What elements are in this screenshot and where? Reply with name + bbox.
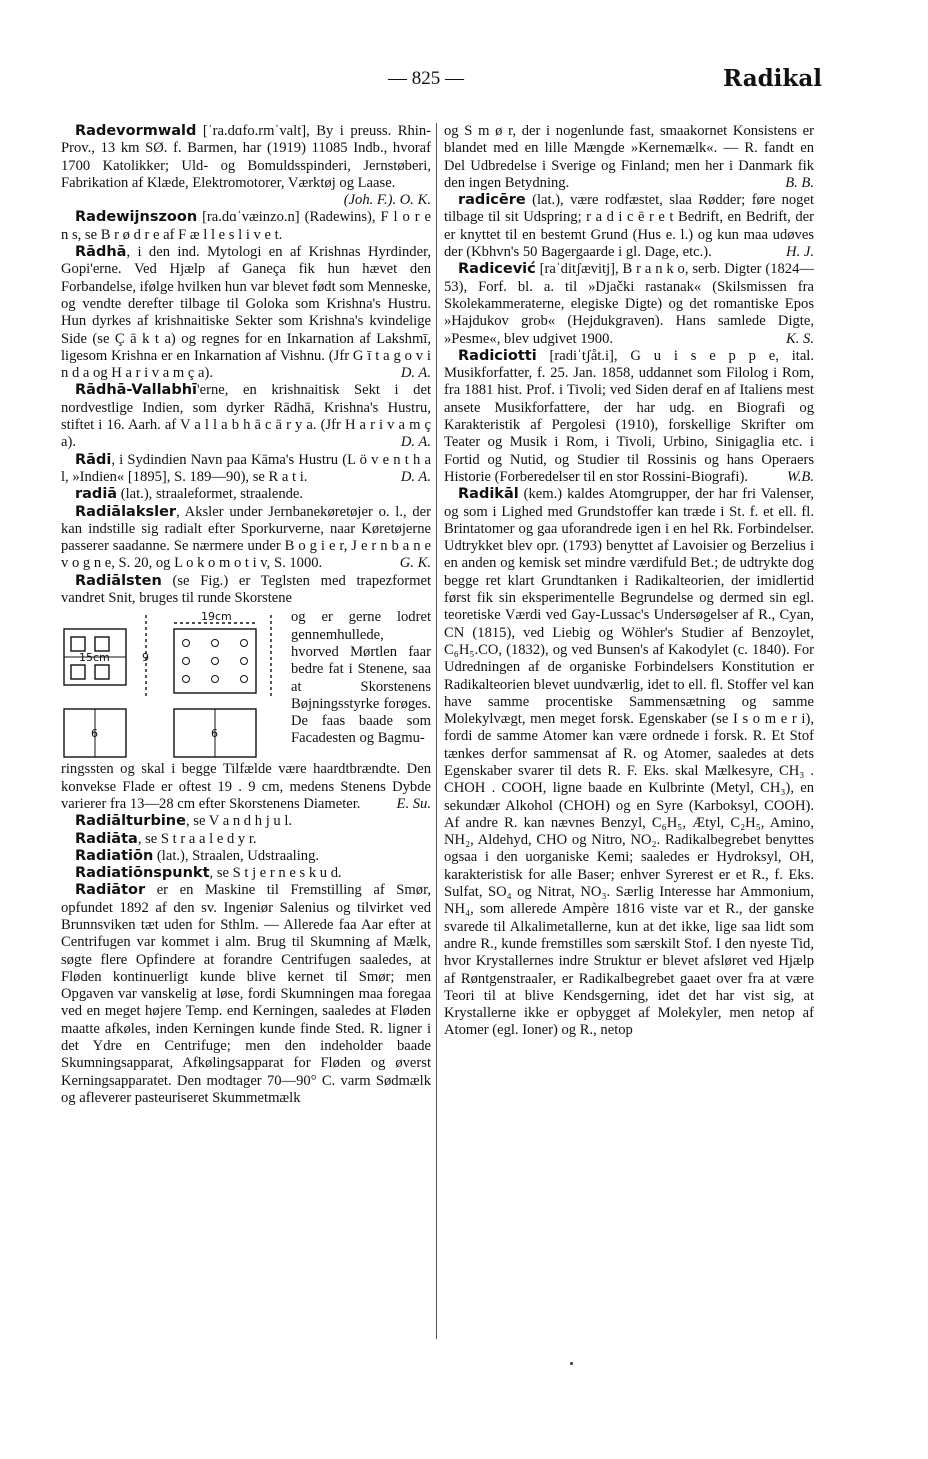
entry-text: [raˈditʃævitj], B r a n k o, serb. Digter (1824—53), Forf. bl. a. til »Djački rastanak« (Skilsmissen fra Skolekammeraterne, elegiske Digte) og det romantiske Epos »Hajdukov grob« (Hejdukgraven). Hans samlede Digte, »Pesme«, blev udgivet 1900. [444,261,814,347]
entry-text: [ra.dɑˈvæinzo.n] (Radewins), F l o r e n s, se B r ø d r e af F æ l l e s l i v e t. [61,209,431,243]
headword: Radiāta [75,830,138,847]
page-number: — 825 — [388,68,464,89]
headword: radiā [75,486,118,503]
entry-radialsten [61,573,431,608]
headword: Radiālaksler [75,503,177,520]
entry-radiciotti [444,348,814,486]
entry-text: , i Sydindien Navn paa Kāma's Hustru (L ö v e n t h a l, »Indien« [1895], S. 189—90), se R a t i. [61,451,431,485]
entry-radevormwald [61,123,431,192]
signature: D. A. [400,468,431,485]
entry-text: (kem.) kaldes Atomgrupper, der har fri Valenser, og som i Lighed med Grundstoffer kan træde i St. f. et ell. fl. Brintatomer og gaa uforandrede igen i en hel Rk. Forbindelser. Udtrykket blev opr. (1793) benyttet af Lavoisier og Berzelius i en anden og kemisk set mindre værdifuld Bet.; de udtrykte dog begge ret klart Grundtanken i Radikalteorien, der imidlertid først fik sin eksperimentelle Begrundelse og dermed sin egl. teoretiske Værdi ved Gay-Lussac's Undersøgelser af R., Cyan, CN (1815), ved Liebig og Wöhler's Studier af Benzoylet, C₆H₅.CO, (1832), og ved Bunsen's af Kakodylet (c. 1840). For Udredningen af de organiske Forbindelsers Konstitution er Radikalteorien blevet uundværlig, idet to ell. fl. Stoffer vel kan have samme procentiske Sammensætning og samme Molekylvægt, men meget forsk. Egenskaber (se I s o m e r i), fordi de samme Atomer kan være ordnede i forsk. R. Et Stof tænkes derfor sammensat af R. og Atomer, saaledes at dets Egenskaber svarer til dets R. F. Eks. skal Mælkesyre, CH₃ . CHOH . COOH, ligne baade en Kulbrinte (Metyl, CH₃), en sekundær Alkohol (CHOH) og en Syre (Karboksyl, COOH). Af andre R. kan nævnes Benzyl, C₆H₅, Ætyl, C₂H₅, Amino, NH₂, Aldehyd, CHO og Nitro, NO₂. Radikalbegrebet benyttes ogsaa i den uorganiske Kemi; saaledes er Hydroksyl, OH, karakteristisk for alle Baser; enhver Syrerest er et R., f. Eks. Sulfat, SO₄ og Nitrat, NO₃. Særlig Interesse har Ammonium, NH₄, som allerede Ampère 1816 viste var et R., der ganske svarede til Alkalimetallerne, kun at det ikke, lige saa lidt som andre R., kunde fremstilles som særskilt Stof. I den nyeste Tid, hvor Krystallernes indre Struktur er blevet afsløret ved Hjælp af Røntgenstraaler, er Radikalbegrebet gaaet over fra at være Teori til at blive Kendsgerning, idet det har vist sig, at Krystallerne ikke er opbygget af Molekyler, men netop af Atomer (egl. Ioner) og R., netop [444,486,814,1039]
headword: Rādhā-Vallabhī [75,382,198,399]
entry-text: og S m ø r, der i nogenlunde fast, smaakornet Konsistens er blandet med en lille Mængde »Kernemælk«. — R. fandt en Del Udbredelse i Sverige og Finland; men her i Danmark fik den ingen Betydning. [444,123,814,191]
dim-label-depth-right: 6 [211,727,218,741]
headword: Radiatiōnspunkt [75,865,210,882]
entry-text: (se Fig.) er Teglsten med trapezformet vandret Snit, bruges til runde Skorstene [61,572,431,607]
entry-text: , se V a n d h j u l. [185,813,293,830]
running-head: Radikal [723,65,822,92]
entry-text: [ˈra.dɑfo.rmˈvalt], By i preuss. Rhin-Prov., 13 km SØ. f. Barmen, har (1919) 11085 Indb., hvoraf 1700 Katolikker; Uld- og Bomuldsspinderi, Jernstøberi, Fabrikation af Klæde, Elektromotorer, Værktøj og Laase. [61,123,431,191]
column-divider [436,123,437,1339]
signature: (Joh. F.). O. K. [343,192,431,209]
entry-radialaksler [61,504,431,573]
entry-radewijnszoon [61,209,431,244]
signature: W.B. [786,468,814,485]
signature: K. S. [786,330,814,347]
entry-radia [61,486,431,503]
dim-label-depth-left: 6 [91,727,98,741]
signature: D. A. [400,434,431,451]
stray-mark [570,1362,573,1365]
entry-radha-vallabhi [61,382,431,451]
entry-text: (lat.), straaleformet, straalende. [117,486,304,503]
entry-radialturbine [61,813,431,830]
headword: Radicević [458,261,536,278]
entry-text: (lat.), Straalen, Udstraaling. [153,847,320,864]
headword: radicēre [458,192,526,209]
dim-label-height: 9 [142,651,149,665]
dim-label-left: 15cm [79,651,110,665]
signature: H. J. [786,244,814,261]
page-header [0,65,928,98]
entry-text: 'erne, en krishnaitisk Sekt i det nordvestlige Indien, som dyrker Rādhā, Krishna's Hustru, stiftet i 16. Aarh. af V a l l a b h ā c ā r y a. (Jfr H a r i v a m ç a). [61,382,431,451]
radialsten-beside-text: og er gerne lodret gennemhullede, hvorved Mørtlen faar bedre fat i Stenene, saa at Skorstenens Bøjningsstyrke forøges. De faas baade som Facadesten og Bagmu- [291,609,431,747]
signature: B. B. [785,174,814,191]
headword: Radiālturbine [75,813,186,830]
entry-radikal [444,486,814,1040]
dim-label-top: 19cm [201,610,232,624]
entry-radiator [61,882,431,1107]
entry-text: , i den ind. Mytologi en af Krishnas Hyrdinder, Gopi'erne. Ved Hjælp af Ganeça fik hun hævet den Forbandelse, ifølge hvilken hun var blevet født som Menneske, og vendte derefter tilbage til Goloka som Krishna's Hustru. Hun dyrkes af krishnaitiske Sekter som Krishna's kvindelige Side (se Ç ā k t a) og regnes for en Inkarnation af Lakshmī, ligesom Krishna er en Inkarnation af Vishnu. (Jfr G ī t a g o v i n d a og H a r i v a m ç a). [61,244,431,382]
entry-radiation [61,848,431,865]
entry-radiationspunkt [61,865,431,882]
entry-radiata [61,831,431,848]
radialsten-figure-block [61,609,431,759]
entry-radi [61,452,431,487]
headword: Radevormwald [75,123,197,139]
entry-radha [61,244,431,382]
left-column [61,123,431,1107]
headword: Radiālsten [75,572,162,589]
entry-text: er en Maskine til Fremstilling af Smør, opfundet 1892 af den sv. Ingeniør Salenius og tilvirket ved Brunnsviken tæt uden for Sthlm. — Allerede faa Aar efter at Centrifugen var kommet i alm. Brug til Skumning af Mælk, søgte flere Opfindere at forandre Centrifugen saaledes, at Fløden kontinuerligt kunde blive kernet til Smør; men Opgaven var vanskelig at løse, fordi Skumningen maa foregaa ved en meget højere Temp. end Kerningen, saaledes at Fløden maatte afkøles, inden Kerningen kunde finde Sted. R. ligner i det Ydre en Centrifuge; men den indeholder baade Skumningsapparat, Afkølingsapparat for Fløden og øverst Kerningsapparatet. Den modtager 70—90° C. varm Sødmælk og afleverer pasteuriseret Skummetmælk [61,882,431,1106]
entry-text: , Aksler under Jernbanekøretøjer o. l., der kan indstille sig radialt efter Sporkurverne, naar Køretøjerne passerer saadanne. Se nærmere under B o g i e r, J e r n b a n e v o g n e, S. 20, og L o k o m o t i v, S. 1000. [61,503,431,572]
signature: D. A. [400,365,431,382]
entry-text: , se S t j e r n e s k u d. [209,865,342,882]
hole [95,665,109,679]
radiator-continued [444,123,814,192]
hole [71,665,85,679]
headword: Radiatiōn [75,847,154,864]
brick-front-right [174,629,256,693]
right-column [444,123,814,1040]
headword: Radiātor [75,882,146,899]
entry-radicere [444,192,814,261]
headword: Rādi [75,451,112,468]
entry-text: [radiˈtʃåt.i], G u i s e p p e, ital. Musikforfatter, f. 25. Jan. 1858, uddannet som Filolog i Rom, fra 1881 hist. Prof. i Tivoli; ved Siden deraf en af Italiens mest ansete Musikforfattere, der har udg. en Biografi og Karakteristik af Pergolesi (1910), forskellige Skrifter om Teater og Musik i Rom, i Tivoli, Urbino, Sinigaglia etc. i Fortid og Nutid, og Studier til Rossinis og hans Operaers Historie (Forberedelser til en stor Rossini-Biografi). [444,347,814,485]
headword: Radikāl [458,486,519,503]
hole [71,637,85,651]
headword: Radiciotti [458,347,537,364]
headword: Radewijnszoon [75,209,198,226]
radialsten-continued [61,761,431,813]
hole [95,637,109,651]
signature: E. Su. [396,795,431,812]
headword: Rādhā [75,244,127,261]
entry-radicevic [444,261,814,347]
entry-text: (lat.), være rodfæstet, slaa Rødder; føre noget tilbage til sit Udspring; r a d i c ē r e t Bedrift, en Bedrift, der er knyttet til en bestemt Grund (Hus e. l.) og kun maa udøves der (Kbhvn's 50 Bagergaarde i gl. Dage, etc.). [444,192,814,261]
entry-text: ringssten og skal i begge Tilfælde være haardtbrændte. Den konvekse Flade er oftest 19 . 9 cm, medens Stenens Dybde varierer fra 13—28 cm efter Skorstenens Diameter. [61,761,431,812]
radialsten-figure [61,609,287,759]
signature: G. K. [399,555,431,572]
entry-text: , se S t r a a l e d y r. [137,830,257,847]
